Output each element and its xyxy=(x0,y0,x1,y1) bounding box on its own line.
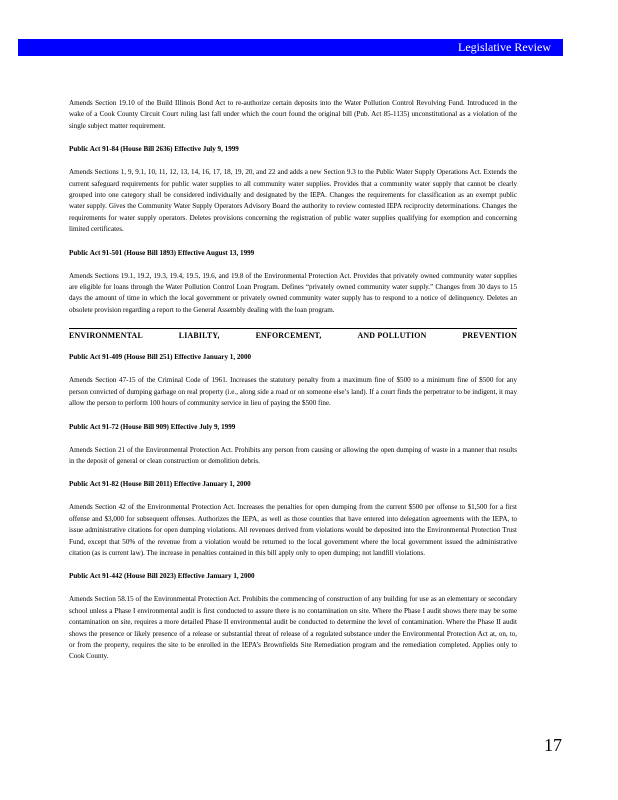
act-heading: Public Act 91-409 (House Bill 251) Effective January 1, 2000 xyxy=(69,353,252,362)
act-summary-paragraph: Amends Section 21 of the Environmental Protection Act. Prohibits any person from causing or allowing the open dumping of waste in a manner that results in the deposit of general or clean construction or demolition debris. xyxy=(69,445,517,465)
act-summary-paragraph: Amends Sections 1, 9, 9.1, 10, 11, 12, 13, 14, 16, 17, 18, 19, 20, and 22 and adds a new Section 9.3 to the Public Water Supply Operations Act. Extends the current safeguard requirements for public water supplies to all community water supplies. Provides that a community water supply that cannot be clearly grouped into one category shall be considered individually and designated by the IEPA. Changes the requirements for classification as an exempt public water supply. Gives the Community Water Supply Operators Advisory Board the authority to review contested IEPA reciprocity determinations. Changes the requirements for water supply operators. Deletes provisions concerning the registration of public water supplies qualifying for exemption and concerning limited certificates. xyxy=(69,168,517,234)
page-number: 17 xyxy=(544,735,562,755)
act-summary-paragraph: Amends Section 47-15 of the Criminal Code of 1961. Increases the statutory penalty from a maximum fine of $500 to a minimum fine of $500 for any person convicted of dumping garbage on real property (i.e., along side a road or on someone else’s land). If a court finds the perpetrator to be indigent, it may allow the person to perform 100 hours of community service in lieu of paying the $500 fine. xyxy=(69,376,517,408)
header-title: Legislative Review xyxy=(458,40,551,54)
act-summary-paragraph: Amends Section 19.10 of the Build Illinois Bond Act to re-authorize certain deposits into the Water Pollution Control Revolving Fund. Introduced in the wake of a Cook County Circuit Court ruling last fall under which the court found the original bill (Pub. Act 85-1135) unconstitutional as a violation of the single subject matter requirement. xyxy=(69,99,517,130)
act-summary-paragraph: Amends Section 42 of the Environmental Protection Act. Increases the penalties for open dumping from the current $500 per offense to $1,500 for a first offense and $3,000 for subsequent offenses. Authorizes the IEPA, as well as those counties that have entered into delegation agreements with the IEPA, to issue administrative citations for open dumping violations. All revenues derived from violations would be deposited into the Environmental Protection Trust Fund, except that 50% of the revenue from a violation would be returned to the local government where the local government issued the administrative citation (as is current law). The increase in penalties contained in this bill apply only to open dumping; not landfill violations. xyxy=(69,503,517,557)
act-heading: Public Act 91-442 (House Bill 2023) Effective January 1, 2000 xyxy=(69,572,255,581)
page-content xyxy=(69,98,517,675)
section-heading-word: LIABILTY, xyxy=(178,331,220,341)
act-summary-paragraph: Amends Sections 19.1, 19.2, 19.3, 19.4, 19.5, 19.6, and 19.8 of the Environmental Protection Act. Provides that privately owned community water supplies are eligible for loans through the Water Pollution Control Loan Program. Defines “privately owned community water supply.” Changes from 30 days to 15 days the amount of time in which the local government or privately owned community water supply has to respond to a notice of delinquency. Deletes an obsolete provision regarding a report to the General Assembly dealing with the loan program. xyxy=(69,271,517,314)
act-heading: Public Act 91-501 (House Bill 1893) Effective August 13, 1999 xyxy=(69,248,255,257)
section-heading-word: PREVENTION xyxy=(462,331,517,341)
section-heading-word: ENFORCEMENT, xyxy=(255,331,322,341)
act-heading: Public Act 91-84 (House Bill 2636) Effective July 9, 1999 xyxy=(69,145,239,154)
act-heading: Public Act 91-82 (House Bill 2011) Effective January 1, 2000 xyxy=(69,480,251,489)
header-banner xyxy=(18,39,563,56)
act-summary-paragraph: Amends Section 58.15 of the Environmental Protection Act. Prohibits the commencing of construction of any building for use as an elementary or secondary school unless a Phase I environmental audit is first conducted to assure there is no contamination on site. Where the Phase I audit shows there may be some contamination on site, requires a more detailed Phase II environmental audit be conducted to determine the level of contamination. Where the Phase II audit shows the presence or likely presence of a release or substantial threat of release of a regulated substance under the Environmental Protection Act at, on, to, or from the property, requires the site to be enrolled in the IEPA’s Brownfields Site Remediation program and the remediation completed. Applies only to Cook County. xyxy=(69,595,517,661)
section-heading xyxy=(69,328,517,340)
section-heading-word: ENVIRONMENTAL xyxy=(69,331,143,341)
section-heading-word: AND POLLUTION xyxy=(357,331,427,341)
act-heading: Public Act 91-72 (House Bill 909) Effective July 9, 1999 xyxy=(69,422,236,431)
